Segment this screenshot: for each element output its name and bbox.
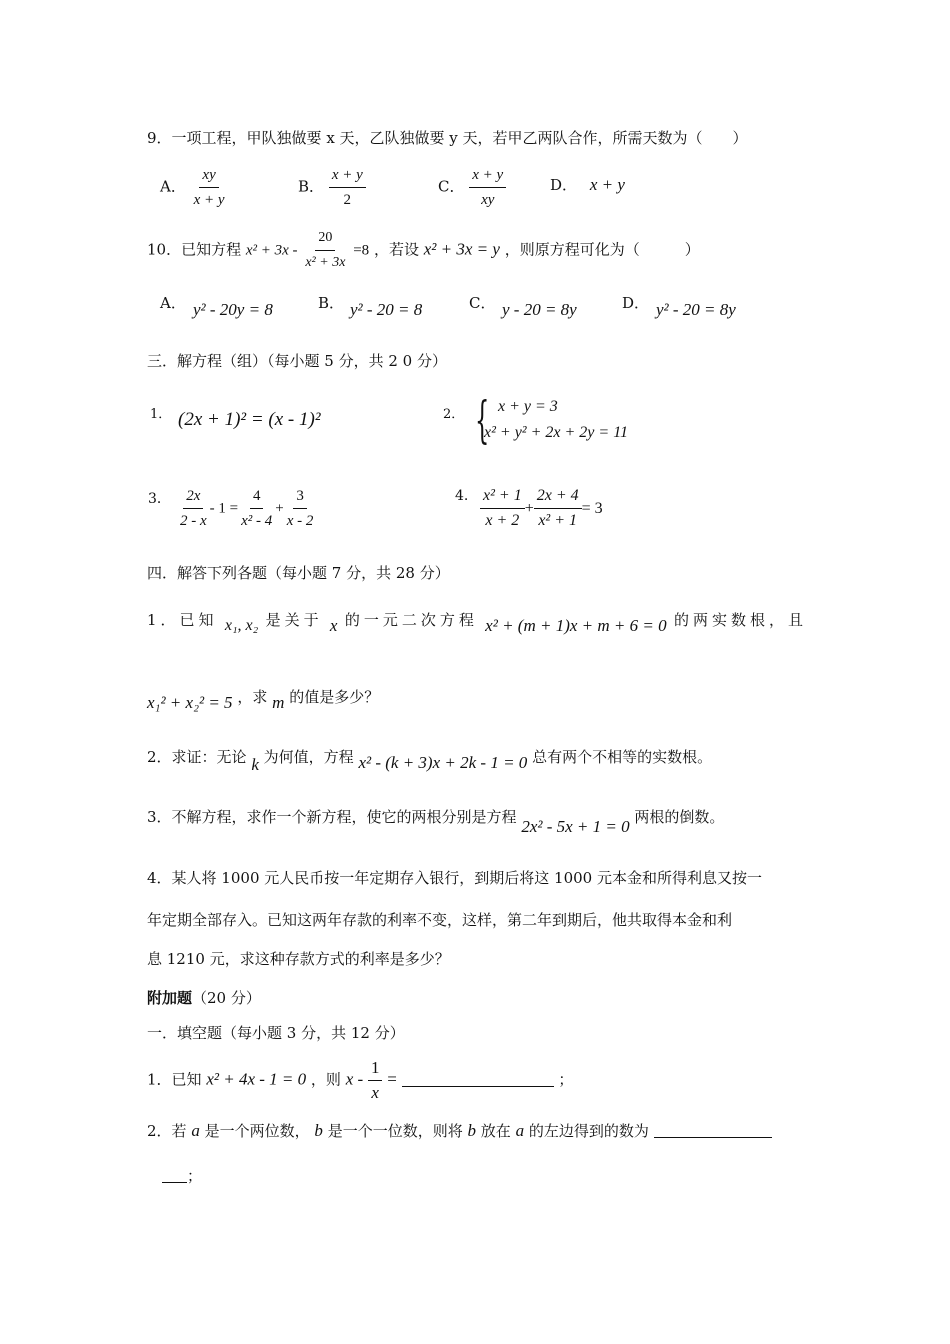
sec4-q2 (147, 746, 713, 774)
numerator: x + y (329, 165, 366, 188)
text: ； (187, 1167, 203, 1185)
text: 1．已知 (147, 1070, 202, 1089)
denominator: x² + 1 (538, 512, 578, 529)
text: 2．求证：无论 (147, 748, 247, 766)
text: ，则 (310, 1070, 341, 1089)
text: 2．若 (147, 1122, 187, 1140)
q10-option-d: y² - 20 = 8y (656, 300, 736, 319)
fraction (238, 486, 275, 531)
expr-left: x - (345, 1069, 364, 1089)
var-k: k (251, 755, 259, 774)
q9-stem: 9．一项工程，甲队独做要 x 天，乙队独做要 y 天，若甲乙两队合作，所需天数为（ ） (147, 129, 748, 147)
text: 的值是多少？ (289, 688, 380, 706)
operator: + (275, 500, 284, 517)
numerator: 2x + 4 (534, 486, 582, 509)
equation: 2x² - 5x + 1 = 0 (521, 817, 630, 836)
text: 1．已知 (147, 610, 218, 629)
q10-middle: ，若设 (373, 240, 419, 259)
numerator: 1 (368, 1058, 383, 1081)
fraction (480, 486, 525, 531)
answer-blank[interactable] (654, 1123, 772, 1138)
option-label: A． (160, 177, 186, 196)
answer-blank[interactable] (402, 1072, 554, 1087)
denominator: x (371, 1083, 379, 1102)
numerator: 3 (293, 486, 307, 509)
q10-eq-left: x² + 3x - (245, 242, 298, 259)
denominator: x² + 3x (305, 255, 346, 270)
denominator: xy (481, 192, 495, 208)
numerator: xy (199, 165, 218, 188)
equation: x² + 4x - 1 = 0 (206, 1069, 307, 1089)
fill-section-title: 一．填空题（每小题 3 分，共 12 分） (147, 1024, 405, 1042)
numerator: 2x (183, 486, 203, 509)
problem-2-line2: x² + y² + 2x + 2y = 11 (484, 424, 628, 441)
numerator: 20 (315, 228, 335, 251)
section-3-title: 三．解方程（组）（每小题 5 分，共 2 0 分） (147, 352, 447, 370)
text: 的两实数根，且 (673, 610, 807, 629)
problem-2-line1: x + y = 3 (498, 398, 558, 415)
q10-option-a-label: A． (160, 294, 186, 312)
fraction (302, 228, 348, 273)
q10-stem (147, 228, 700, 273)
option-label: B． (298, 177, 325, 196)
q10-option-a: y² - 20y = 8 (193, 300, 273, 319)
denominator: 2 - x (180, 513, 207, 529)
var-a: a (191, 1121, 200, 1140)
var-a: a (515, 1121, 525, 1140)
option-expr: x + y (589, 175, 625, 194)
sec4-q1-line2 (147, 686, 380, 712)
denominator: x² - 4 (241, 513, 273, 529)
text: ； (558, 1070, 574, 1089)
q9-option-a (160, 165, 228, 210)
fraction (469, 165, 506, 210)
roots: x₁, x₂ (224, 617, 259, 634)
var-b: b (314, 1121, 323, 1140)
q9-option-d (550, 174, 625, 195)
equation: x² - (k + 3)x + 2k - 1 = 0 (358, 753, 528, 772)
score: （20 分） (192, 989, 261, 1007)
fraction (534, 486, 582, 531)
sec4-q4-line3: 息 1210 元，求这种存款方式的利率是多少？ (147, 950, 450, 968)
numerator: 4 (250, 486, 264, 509)
sec4-q4-line1: 4．某人将 1000 元人民币按一年定期存入银行，到期后将这 1000 元本金和所得利息又按一 (147, 869, 762, 887)
equals: = (387, 1069, 397, 1089)
sec4-q3 (147, 806, 725, 836)
fraction (284, 486, 317, 531)
fill-q2 (147, 1120, 772, 1141)
q10-prefix: 10．已知方程 (147, 240, 242, 259)
q10-option-b: y² - 20 = 8 (350, 300, 423, 319)
text: 3．不解方程，求作一个新方程，使它的两根分别是方程 (147, 808, 517, 826)
fill-q2-continuation (162, 1165, 202, 1186)
q9-option-b (298, 165, 366, 210)
q10-option-b-label: B． (318, 294, 345, 312)
problem-1-label: 1． (150, 407, 172, 422)
operator: + (524, 500, 534, 517)
text: 两根的倒数。 (634, 808, 725, 826)
fraction (177, 486, 210, 531)
extra-title (147, 987, 261, 1008)
fraction (368, 1058, 383, 1103)
q10-eq-right: =8 (353, 242, 370, 259)
option-label: D． (550, 176, 578, 194)
problem-4-label: 4. (455, 488, 469, 504)
var-b: b (467, 1121, 476, 1140)
operator: = 3 (581, 500, 603, 517)
text: 放在 (480, 1122, 511, 1140)
denominator: x + 2 (485, 512, 520, 529)
text: ，求 (237, 688, 268, 706)
q10-option-d-label: D． (622, 294, 650, 312)
q10-suffix: ，则原方程可化为（ ） (504, 240, 700, 259)
problem-3-expr (177, 486, 316, 531)
condition: x₁² + x₂² = 5 (147, 693, 233, 712)
text: 是关于 (265, 610, 323, 629)
fraction (329, 165, 366, 210)
fraction (191, 165, 228, 210)
section-4-title: 四．解答下列各题（每小题 7 分，共 28 分） (147, 564, 450, 582)
denominator: x + y (193, 192, 225, 208)
option-label: C． (438, 177, 465, 196)
var-m: m (272, 693, 285, 712)
numerator: x + y (469, 165, 506, 188)
answer-blank[interactable] (162, 1168, 187, 1183)
denominator: 2 (343, 192, 352, 208)
q10-option-c: y - 20 = 8y (502, 300, 577, 319)
text: 的一元二次方程 (344, 610, 478, 629)
problem-4-expr (480, 486, 603, 531)
problem-3-label: 3． (148, 491, 171, 507)
q10-option-c-label: C． (469, 294, 496, 312)
text: 总有两个不相等的实数根。 (532, 748, 713, 766)
brace-icon: { (475, 391, 490, 449)
denominator: x - 2 (286, 513, 314, 529)
text: 为何值，方程 (263, 748, 354, 766)
fill-q1 (147, 1058, 573, 1103)
heading: 附加题 (147, 989, 193, 1007)
var-x: x (329, 616, 338, 635)
text: 是一个两位数， (204, 1122, 310, 1140)
sec4-q1-line1 (147, 602, 807, 636)
text: 的左边得到的数为 (528, 1122, 649, 1140)
q9-option-c (438, 165, 506, 210)
q10-substitution: x² + 3x = y (423, 239, 500, 259)
sec4-q4-line2: 年定期全部存入。已知这两年存款的利率不变，这样，第二年到期后，他共取得本金和利 (147, 911, 733, 929)
problem-2-label: 2． (443, 407, 465, 422)
operator: - 1 = (209, 500, 239, 517)
equation: x² + (m + 1)x + m + 6 = 0 (485, 616, 667, 635)
numerator: x² + 1 (480, 486, 525, 509)
problem-1-expr: (2x + 1)² = (x - 1)² (178, 409, 321, 430)
text: 是一个一位数，则将 (327, 1122, 463, 1140)
